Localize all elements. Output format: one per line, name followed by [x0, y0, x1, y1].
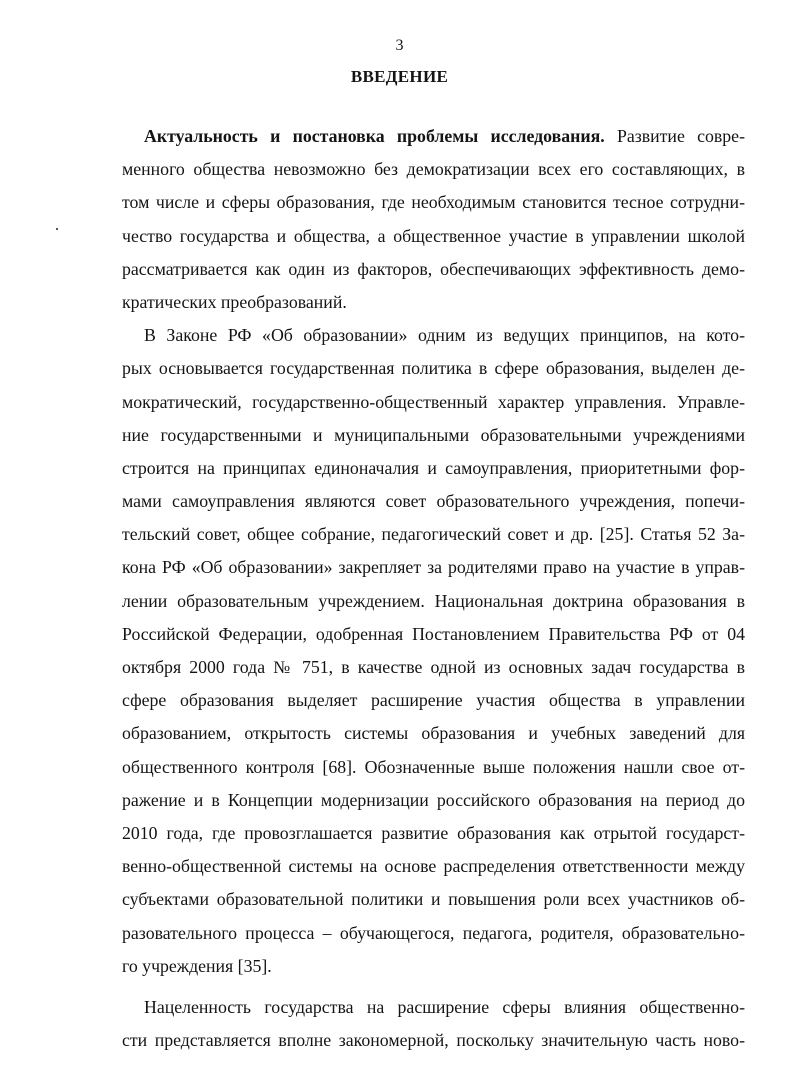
text-line: 2010 года, где провозглашается развитие образования как отрытой государст-	[122, 822, 745, 843]
text-line: венно-общественной системы на основе распределения ответственности между	[122, 856, 745, 877]
text-line: Актуальность и постановка проблемы исследования. Развитие совре-	[144, 126, 745, 146]
text-line: разовательного процесса – обучающегося, педагога, родителя, образовательно-	[122, 922, 745, 943]
text-line: ние государственными и муниципальными образовательными учреждениями	[122, 424, 745, 445]
text-line: образованием, открытость системы образования и учебных заведений для	[122, 723, 745, 744]
text-line: рых основывается государственная политика в сфере образования, выделен де-	[122, 358, 745, 379]
text-line: том числе и сферы образования, где необходимым становится тесное сотрудни-	[122, 192, 745, 213]
text-line: строится на принципах единоначалия и самоуправления, приоритетными фор-	[122, 457, 745, 478]
lead-phrase: Актуальность и постановка проблемы исследования.	[144, 126, 605, 146]
text-line: Нацеленность государства на расширение сферы влияния общественно-	[144, 996, 745, 1017]
text-line: субъектами образовательной политики и повышения роли всех участников об-	[122, 889, 745, 910]
text-line: В Законе РФ «Об образовании» одним из ведущих принципов, на кото-	[144, 325, 745, 346]
page-number: 3	[395, 37, 404, 54]
text-line: кона РФ «Об образовании» закрепляет за родителями право на участие в управ-	[122, 557, 745, 578]
text-line: сфере образования выделяет расширение участия общества в управлении	[122, 690, 745, 711]
text-line: сти представляется вполне закономерной, поскольку значительную часть ново-	[122, 1030, 745, 1051]
text-line: кратических преобразований.	[122, 291, 347, 312]
text-line: менного общества невозможно без демократизации всех его составляющих, в	[122, 159, 745, 180]
text-line: чество государства и общества, а общественное участие в управлении школой	[122, 225, 745, 246]
text-line: го учреждения [35].	[122, 955, 272, 976]
text-line: тельский совет, общее собрание, педагогический совет и др. [25]. Статья 52 За-	[122, 524, 745, 545]
body-text	[122, 120, 745, 1057]
text-line: мократический, государственно-общественный характер управления. Управле-	[122, 391, 745, 412]
scan-speck	[56, 228, 58, 230]
text-line: Российской Федерации, одобренная Постановлением Правительства РФ от 04	[122, 623, 745, 644]
text-line: лении образовательным учреждением. Национальная доктрина образования в	[122, 590, 745, 611]
text-line: октября 2000 года № 751, в качестве одной из основных задач государства в	[122, 657, 745, 677]
text-line: ражение и в Концепции модернизации российского образования на период до	[122, 789, 745, 810]
text-line: общественного контроля [68]. Обозначенные выше положения нашли свое от-	[122, 756, 745, 777]
paragraph-gap	[122, 983, 745, 991]
text-line: мами самоуправления являются совет образовательного учреждения, попечи-	[122, 491, 745, 512]
page-title: ВВЕДЕНИЕ	[350, 67, 449, 86]
text-line: рассматривается как один из факторов, обеспечивающих эффективность демо-	[122, 258, 745, 279]
